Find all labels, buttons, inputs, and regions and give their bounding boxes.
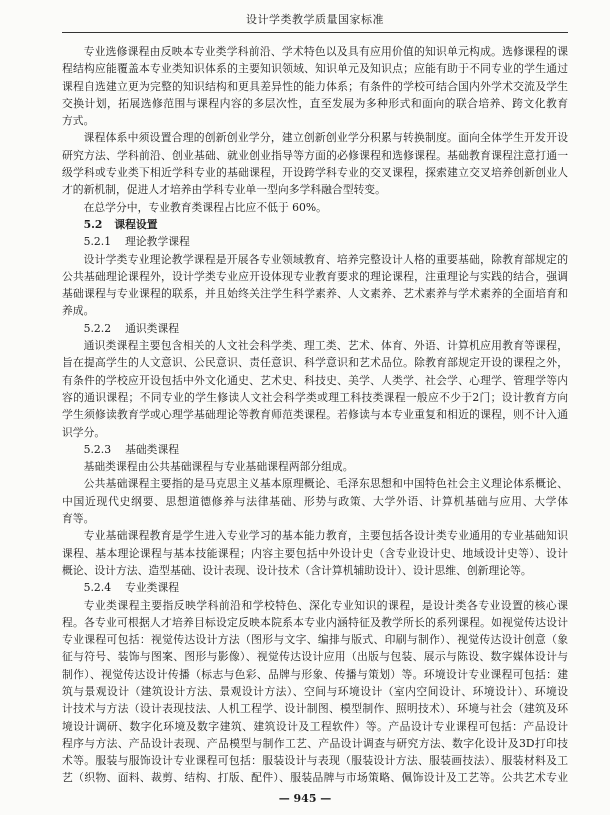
text-line: 程序与方法、产品设计表现、产品模型与制作工艺、产品设计调查与研究方法、数字化设计及3D打印技 — [62, 736, 568, 750]
paragraph — [62, 251, 568, 320]
paragraph — [62, 43, 568, 129]
text-line: 专业选修课程由反映本专业类学科前沿、学术特色以及具有应用价值的知识单元构成。选修课程的课 — [83, 45, 568, 58]
text-line: 课程体系中须设置合理的创新创业学分，建立创新创业学分积累与转换制度。面向全体学生开发开设 — [83, 131, 568, 145]
page-number: — 945 — — [278, 792, 332, 805]
text-line: 学生须修读教育学或心理学基础理论等教育师范类课程。若修读与本专业重复和相近的课程，则不计入通 — [62, 408, 568, 422]
section-number: 5.2.2 — [83, 321, 112, 335]
running-head-title: 设计学类教学质量国家标准 — [246, 13, 384, 26]
text-line: 研究方法、学科前沿、创业基础、就业创业指导等方面的必修课程和选修课程。基础教育课程注意打通一 — [62, 148, 568, 162]
section-heading — [62, 216, 568, 233]
text-line: 方式。 — [62, 114, 95, 128]
text-line: 专业类课程主要指反映学科前沿和学校特色、深化专业知识的课程，是设计类各专业设置的核心课 — [83, 598, 568, 612]
section-heading — [62, 441, 568, 458]
text-line: 在总学分中，专业教育类课程占比应不低于 60%。 — [83, 200, 327, 214]
text-line: 术等。服装与服饰设计专业课程可包括：服装设计与表现（服装设计方法、服装画技法）、服装材料及工 — [62, 754, 568, 768]
text-line: 征与符号、装饰与图案、图形与影像）、视觉传达设计应用（出版与包装、展示与陈设、数字媒体设计与 — [62, 650, 568, 664]
paragraph — [62, 597, 568, 787]
section-number: 5.2 — [83, 217, 103, 231]
text-line: 容的通识课程；不同专业的学生修读人文社会科学类或理工科技类课程一般应不少于2门；设计教育方向 — [62, 390, 568, 404]
section-number: 5.2.4 — [83, 581, 112, 595]
text-line: 计技术与方法（设计表现技法、人机工程学、设计制图、模型制作、照明技术）、环境与社会（建筑及环 — [62, 702, 568, 716]
paragraph — [62, 199, 568, 216]
section-number: 5.2.3 — [83, 442, 112, 456]
running-head — [62, 12, 568, 28]
text-line: 中国近现代史纲要、思想道德修养与法律基础、形势与政策、大学外语、计算机基础与应用、大学体 — [62, 494, 568, 508]
section-heading — [62, 320, 568, 337]
text-line: 识学分。 — [62, 425, 106, 439]
text-line: 概论、设计方法、造型基础、设计表现、设计技术（含计算机辅助设计）、设计思维、创新理论等。 — [62, 563, 532, 577]
section-heading — [62, 579, 568, 596]
text-line: 基础类课程由公共基础课程与专业基础课程两部分组成。 — [83, 460, 354, 474]
text-line: 制作）、视觉传达设计传播（标志与色彩、品牌与形象、传播与策划）等。环境设计专业课程可包括：建 — [62, 667, 568, 681]
paragraph — [62, 527, 568, 579]
text-line: 有条件的学校应开设包括中外文化通史、艺术史、科技史、美学、人类学、社会学、心理学、管理学等内 — [62, 373, 568, 387]
text-line: 才的新机制，促进人才培养由学科专业单一型向多学科融合型转变。 — [62, 183, 386, 197]
text-line: 育等。 — [62, 512, 95, 526]
text-line: 专业课程可包括：视觉传达设计方法（图形与文字、编排与版式、印刷与制作）、视觉传达设计创意（象 — [62, 633, 568, 647]
section-title: 课程设置 — [114, 217, 158, 231]
text-line: 级学科或专业类下相近学科专业的基础课程，开设跨学科专业的交叉课程，探索建立交叉培养创新创业人 — [62, 166, 568, 180]
text-line: 艺（织物、面料、裁剪、结构、打版、配件）、服装品牌与市场策略、佩饰设计及工艺等。公共艺术专业 — [62, 771, 568, 785]
body-text — [62, 43, 568, 787]
section-title: 专业类课程 — [125, 581, 180, 595]
text-line: 养成。 — [62, 304, 95, 318]
text-line: 公共基础课程主要指的是马克思主义基本原理概论、毛泽东思想和中国特色社会主义理论体系概论、 — [83, 477, 568, 491]
paragraph — [62, 458, 568, 475]
text-line: 公共基础理论课程外，设计学类专业应开设体现专业教育要求的理论课程，注重理论与实践的结合，强调 — [62, 269, 568, 283]
text-line: 程。各专业可根据人才培养目标设定反映本院系本专业内涵特征及教学所长的系列课程。如视觉传达设计 — [62, 615, 568, 629]
text-line: 筑与景观设计（建筑设计方法、景观设计方法）、空间与环境设计（室内空间设计、环境设计）、环境设 — [62, 684, 568, 698]
paragraph — [62, 129, 568, 198]
text-line: 境设计调研、数字化环境及数字建筑、建筑设计及工程软件）等。产品设计专业课程可包括：产品设计 — [62, 719, 568, 733]
section-number: 5.2.1 — [83, 235, 112, 249]
text-line: 旨在提高学生的人文意识、公民意识、责任意识、科学意识和艺术品位。除教育部规定开设的课程之外， — [62, 356, 568, 370]
header-rule — [62, 32, 568, 33]
paragraph — [62, 337, 568, 441]
text-line: 基础课程与专业课程的联系，并且始终关注学生科学素养、人文素养、艺术素养与学术素养的全面培育和 — [62, 287, 568, 301]
section-title: 基础类课程 — [125, 442, 180, 456]
text-line: 设计学类专业理论教学课程是开展各专业领域教育、培养完整设计人格的重要基础，除教育部规定的 — [83, 252, 568, 266]
section-title: 通识类课程 — [125, 321, 180, 335]
text-line: 课程自选建立更为完整的知识结构和更具差异性的能力体系；有条件的学校可结合国内外学术交流及学生 — [62, 79, 568, 93]
paragraph — [62, 475, 568, 527]
section-heading — [62, 233, 568, 250]
section-title: 理论教学课程 — [125, 235, 190, 249]
text-line: 课程、基本理论课程与基本技能课程；内容主要包括中外设计史（含专业设计史、地域设计史等）、设计 — [62, 546, 568, 560]
text-line: 程结构应能覆盖本专业类知识体系的主要知识领域、知识单元及知识点；应能有助于不同专业的学生通过 — [62, 62, 568, 76]
text-line: 交换计划，拓展选修范围与课程内容的多层次性，直至发展为多种形式和面向的联合培养、跨文化教育 — [62, 96, 568, 110]
text-line: 专业基础课程教育是学生进入专业学习的基本能力教育，主要包括各设计类专业通用的专业基础知识 — [83, 529, 568, 543]
text-line: 通识类课程主要包含相关的人文社会科学类、理工类、艺术、体育、外语、计算机应用教育等课程， — [83, 339, 568, 353]
